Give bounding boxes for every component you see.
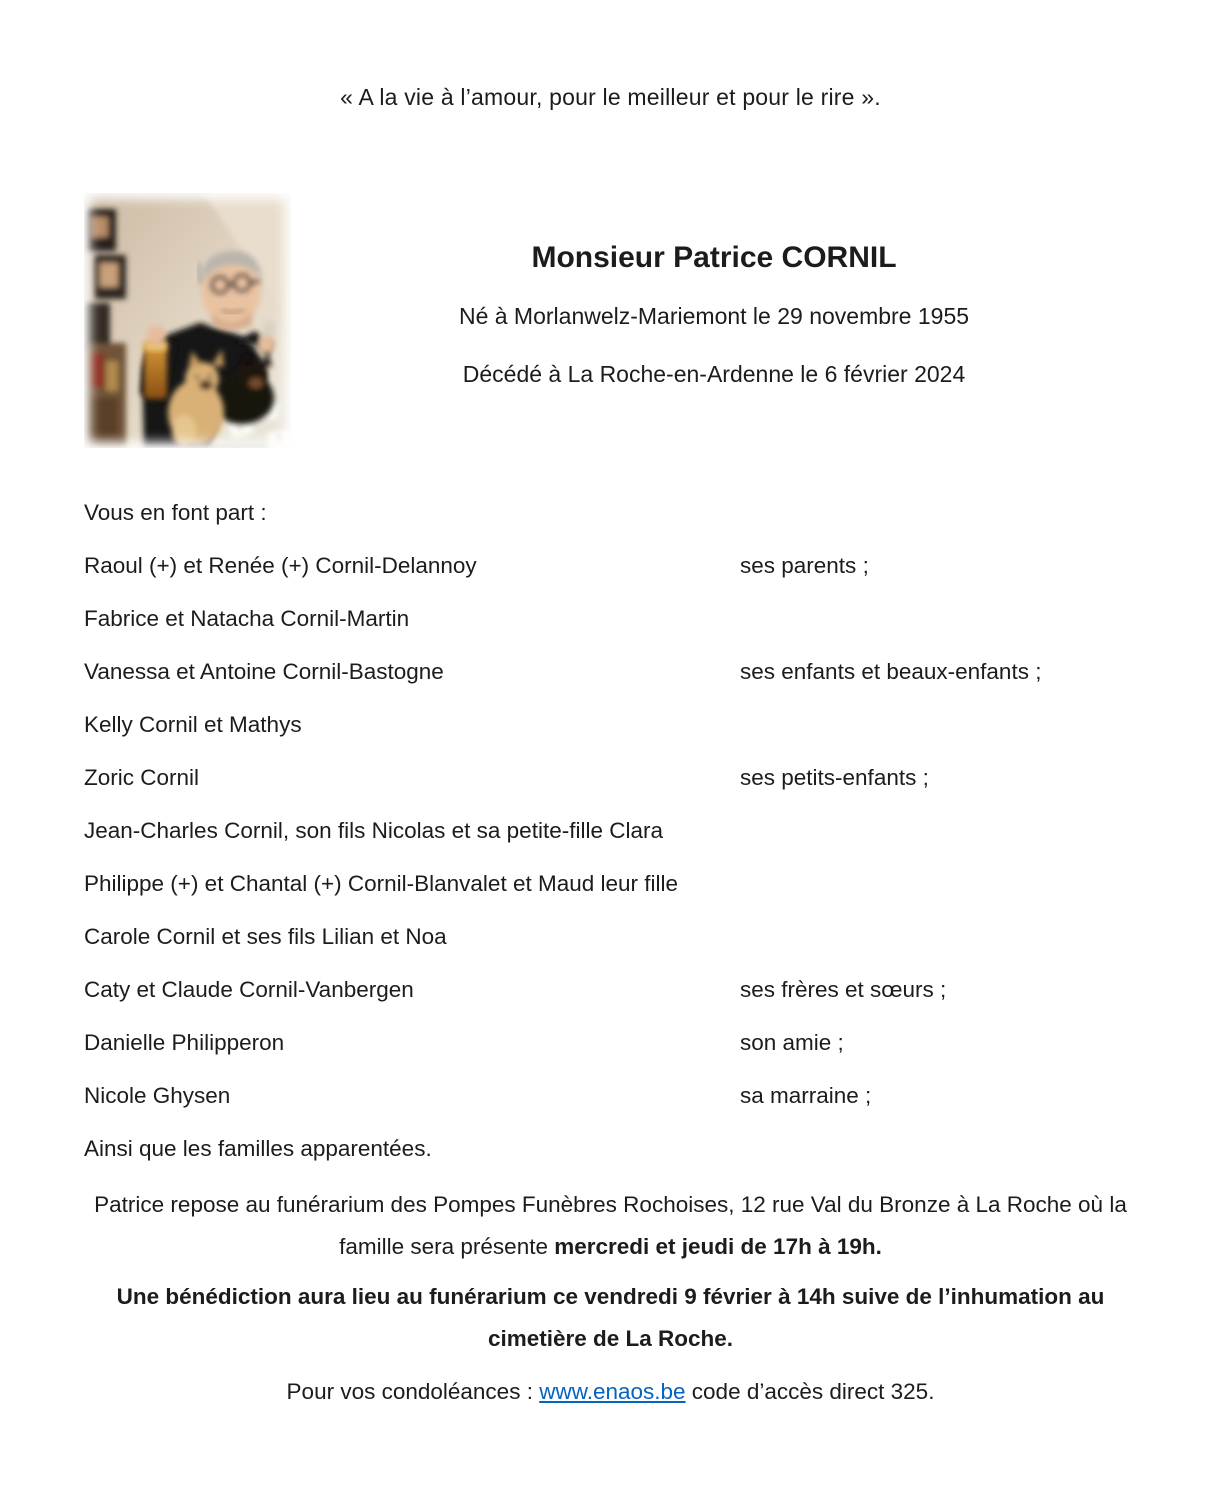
benediction-paragraph: Une bénédiction aura lieu au funérarium ce vendredi 9 février à 14h suive de l’inhumation au cimetière de La Roche. — [116, 1284, 1105, 1351]
family-row — [84, 977, 1137, 1003]
family-relation: ses enfants et beaux-enfants ; — [740, 659, 1042, 684]
deceased-info — [291, 193, 1137, 419]
family-relation — [740, 924, 1137, 950]
family-row — [84, 712, 1137, 738]
deceased-name: Monsieur Patrice CORNIL — [531, 241, 897, 274]
family-names: Vanessa et Antoine Cornil-Bastogne — [84, 659, 444, 684]
family-row — [84, 553, 1137, 579]
memorial-quote: « A la vie à l’amour, pour le meilleur et pour le rire ». — [340, 84, 881, 110]
family-names: Fabrice et Natacha Cornil-Martin — [84, 606, 410, 631]
family-row — [84, 871, 1137, 897]
family-relation: sa marraine ; — [740, 1083, 872, 1108]
death-line: Décédé à La Roche-en-Ardenne le 6 février 2024 — [462, 361, 966, 387]
family-names: Jean-Charles Cornil, son fils Nicolas et sa petite-fille Clara — [84, 818, 663, 843]
family-row — [84, 765, 1137, 791]
family-names: Danielle Philipperon — [84, 1030, 285, 1055]
portrait-photo-illustration — [84, 193, 291, 448]
announcement-intro: Vous en font part : — [84, 500, 267, 525]
family-names: Philippe (+) et Chantal (+) Cornil-Blanvalet et Maud leur fille — [84, 871, 679, 896]
repose-hours: mercredi et jeudi de 17h à 19h. — [554, 1234, 882, 1259]
condolences-paragraph — [84, 1371, 1137, 1413]
family-names: Kelly Cornil et Mathys — [84, 712, 302, 737]
condolences-suffix: code d’accès direct 325. — [685, 1379, 935, 1404]
family-relation: ses petits-enfants ; — [740, 765, 929, 790]
family-relation — [740, 606, 1137, 632]
family-row — [84, 606, 1137, 632]
condolences-prefix: Pour vos condoléances : — [286, 1379, 540, 1404]
family-names: Nicole Ghysen — [84, 1083, 231, 1108]
birth-line: Né à Morlanwelz-Mariemont le 29 novembre 1955 — [458, 303, 970, 329]
family-relation: ses parents ; — [740, 553, 869, 578]
repose-text: Patrice repose au funérarium des Pompes Funèbres Rochoises, 12 rue Val du Bronze à La Roche où la famille sera présente — [94, 1192, 1127, 1259]
family-row — [84, 659, 1137, 685]
family-row — [84, 924, 1137, 950]
family-names: Raoul (+) et Renée (+) Cornil-Delannoy — [84, 553, 477, 578]
header-section — [84, 193, 1137, 448]
family-names: Carole Cornil et ses fils Lilian et Noa — [84, 924, 447, 949]
family-relation — [740, 871, 1137, 897]
family-relation: ses frères et sœurs ; — [740, 977, 947, 1002]
announcement-outro: Ainsi que les familles apparentées. — [84, 1136, 432, 1161]
family-relation — [740, 818, 1137, 844]
family-row — [84, 818, 1137, 844]
family-names: Zoric Cornil — [84, 765, 200, 790]
enaos-link[interactable]: www.enaos.be — [539, 1379, 686, 1404]
portrait-photo — [84, 193, 291, 448]
family-row — [84, 1083, 1137, 1109]
funeral-details — [84, 1184, 1137, 1413]
family-announcement — [84, 500, 1137, 1162]
family-relation — [740, 712, 1137, 738]
family-relation: son amie ; — [740, 1030, 844, 1055]
repose-paragraph — [84, 1184, 1137, 1268]
family-names: Caty et Claude Cornil-Vanbergen — [84, 977, 414, 1002]
family-row — [84, 1030, 1137, 1056]
